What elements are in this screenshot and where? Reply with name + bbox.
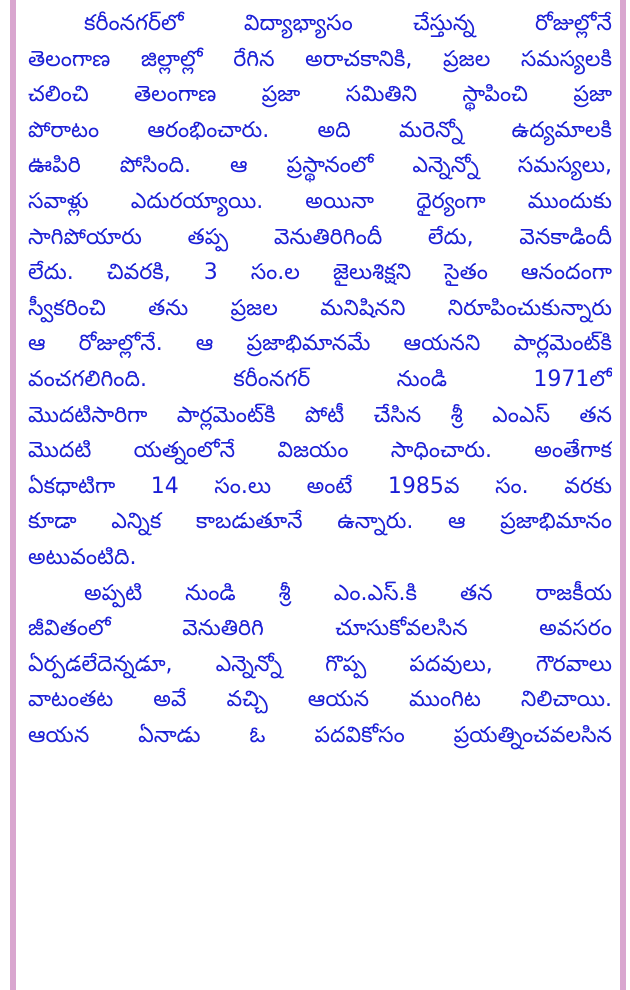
text-line: స్వీకరించి తను ప్రజల మనిషినని నిరూపించుకున్నారు xyxy=(28,295,612,321)
text-line: చలించి తెలంగాణ ప్రజా సమితిని స్థాపించి ప్రజా xyxy=(28,82,612,108)
text-line: లేదు. చివరకి, 3 సం.ల జైలుశిక్షని సైతం ఆనందంగా xyxy=(28,260,612,286)
left-margin-rule xyxy=(10,0,16,990)
text-line: ఆయన ఏనాడు ఓ పదవికోసం ప్రయత్నించవలసిన xyxy=(28,722,612,748)
right-margin-rule xyxy=(620,0,626,990)
text-line: వాటంతట అవే వచ్చి ఆయన ముంగిట నిలిచాయి. xyxy=(28,687,612,713)
text-line: సాగిపోయారు తప్ప వెనుతిరిగిందీ లేదు, వెనకాడిందీ xyxy=(28,224,612,250)
text-line: వంచగలిగింది. కరీంనగర్ నుండి 1971లో xyxy=(28,366,612,392)
text-line: జీవితంలో వెనుతిరిగి చూసుకోవలసిన అవసరం xyxy=(28,616,612,642)
text-line: అప్పటి నుండి శ్రీ ఎం.ఎస్.కి తన రాజకీయ xyxy=(84,580,612,606)
text-line: ఆ రోజుల్లోనే. ఆ ప్రజాభిమానమే ఆయనని పార్లమెంట్‌కి xyxy=(28,331,612,357)
text-line: ఏర్పడలేదెన్నడూ, ఎన్నెన్నో గొప్ప పదవులు, గౌరవాలు xyxy=(28,651,612,677)
text-line: కరీంనగర్‌లో విద్యాభ్యాసం చేస్తున్న రోజుల్లోనే xyxy=(84,11,612,36)
document-body xyxy=(28,6,612,753)
text-line: అటువంటిది. xyxy=(28,544,137,570)
paragraph-1 xyxy=(28,6,612,576)
text-line: కూడా ఎన్నిక కాబడుతూనే ఉన్నారు. ఆ ప్రజాభిమానం xyxy=(28,509,612,535)
text-line: మొదటిసారిగా పార్లమెంట్‌కి పోటీ చేసిన శ్రీ ఎంఎస్ తన xyxy=(28,402,612,428)
text-line: తెలంగాణ జిల్లాల్లో రేగిన అరాచకానికి, ప్రజల సమస్యలకి xyxy=(28,46,612,72)
paragraph-2 xyxy=(28,576,612,754)
text-line: మొదటి యత్నంలోనే విజయం సాధించారు. అంతేగాక xyxy=(28,438,612,464)
text-line: పోరాటం ఆరంభించారు. అది మరెన్నో ఉద్యమాలకి xyxy=(28,117,612,143)
text-line: ఊపిరి పోసింది. ఆ ప్రస్థానంలో ఎన్నెన్నో సమస్యలు, xyxy=(28,153,612,179)
text-line: ఏకధాటిగా 14 సం.లు అంటే 1985వ సం. వరకు xyxy=(28,473,612,499)
text-line: సవాళ్లు ఎదురయ్యాయి. అయినా ధైర్యంగా ముందుకు xyxy=(28,188,612,214)
